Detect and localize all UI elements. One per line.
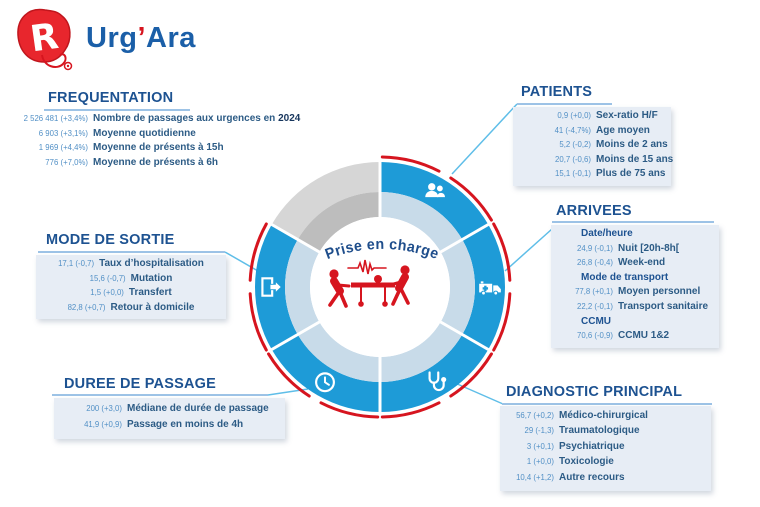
stat-row — [40, 302, 222, 317]
title-underline — [52, 394, 268, 396]
brand-title — [86, 22, 196, 55]
brand-apostrophe: ’ — [137, 22, 147, 54]
prise-en-charge-wheel — [245, 147, 515, 428]
stat-label: Moins de 15 ans — [596, 153, 674, 165]
stat-label: Sex-ratio H/F — [596, 110, 658, 121]
logo-letter-r: R — [27, 15, 61, 61]
stat-subheader: Date/heure — [581, 228, 633, 239]
stat-label: Psychiatrique — [559, 440, 625, 452]
logo-stethoscope-dot — [67, 65, 69, 67]
stat-label: Transfert — [128, 287, 172, 299]
stat-label: Médico-chirurgical — [559, 410, 648, 421]
stat-value: 0,9 (+0,0) — [557, 111, 591, 120]
stat-label: Autre recours — [559, 471, 625, 483]
stat-value: 10,4 (+1,2) — [516, 472, 554, 482]
stat-subheader: CCMU — [581, 315, 611, 327]
stat-value: 2 526 481 (+3,4%) — [23, 114, 88, 123]
stat-label: Taux d’hospitalisation — [99, 258, 204, 269]
stat-label: Moyenne de présents à 6h — [93, 156, 219, 168]
patients-stats — [513, 107, 674, 186]
title-underline — [44, 109, 190, 111]
stat-label: Moyen personnel — [618, 286, 701, 298]
stat-label: Médiane de durée de passage — [127, 403, 269, 414]
stat-value: 1 969 (+4,4%) — [38, 143, 88, 153]
stat-label: Toxicologie — [559, 456, 614, 468]
stat-row — [517, 125, 667, 140]
stat-label: Moyenne quotidienne — [93, 127, 196, 139]
stat-value: 776 (+7,0%) — [45, 157, 88, 167]
brand-suffix: Ara — [146, 22, 196, 54]
stat-row — [10, 128, 300, 143]
stat-row — [517, 153, 674, 169]
stat-label: Age moyen — [596, 124, 650, 136]
stat-row — [517, 168, 667, 183]
wheel-title: Prise en charge — [322, 235, 442, 264]
stat-row — [40, 258, 222, 273]
urgara-logo-mark — [12, 5, 80, 77]
stat-row — [504, 472, 707, 487]
stat-row — [555, 243, 715, 258]
stat-value: 26,8 (-0,4) — [577, 258, 613, 268]
stat-label: Week-end — [618, 257, 666, 269]
section-title-mode-de-sortie: MODE DE SORTIE — [46, 232, 175, 248]
stat-value: 41 (-4,7%) — [554, 125, 591, 135]
section-title-duree-de-passage: DUREE DE PASSAGE — [64, 376, 216, 392]
stat-label: Retour à domicile — [110, 301, 195, 313]
stat-value: 77,8 (+0,1) — [575, 287, 613, 297]
stat-value: 3 (+0,1) — [526, 441, 554, 451]
stat-value: 15,6 (-0,7) — [89, 273, 126, 283]
stat-row — [504, 410, 707, 425]
stat-value: 200 (+3,0) — [86, 404, 122, 413]
stat-row — [517, 139, 667, 154]
title-underline — [502, 403, 712, 405]
title-underline — [517, 103, 612, 105]
stat-label: Plus de 75 ans — [596, 168, 666, 180]
stat-value: 17,1 (-0,7) — [58, 259, 95, 268]
diagnostic-principal-stats — [500, 406, 711, 491]
stat-row — [555, 330, 715, 345]
stat-label-suffix: 2024 — [275, 113, 301, 124]
stat-row — [504, 425, 707, 440]
stat-value: 70,6 (-0,9) — [577, 331, 613, 341]
stat-value: 5,2 (-0,2) — [559, 140, 591, 150]
stat-value: 41,9 (+0,9) — [84, 419, 122, 429]
arrivees-stats — [551, 225, 719, 348]
section-title-patients: PATIENTS — [521, 84, 593, 100]
title-underline — [552, 221, 714, 223]
brand-prefix: Urg — [86, 22, 138, 54]
stat-row — [555, 257, 715, 272]
stat-value: 20,7 (-0,6) — [555, 154, 591, 164]
title-underline — [38, 251, 225, 253]
section-title-arrivees: ARRIVEES — [556, 203, 632, 219]
stat-row — [504, 441, 707, 456]
stat-value: 1 (+0,0) — [526, 457, 554, 467]
stat-value: 29 (-1,3) — [524, 426, 554, 436]
stat-label: Transport sanitaire — [618, 300, 709, 312]
stat-value: 22,2 (-0,1) — [577, 301, 613, 311]
stat-label: CCMU 1&2 — [618, 330, 670, 342]
stat-value: 56,7 (+0,2) — [516, 411, 554, 420]
section-title-frequentation: FREQUENTATION — [48, 90, 174, 106]
stat-row — [504, 456, 707, 471]
stat-row — [40, 287, 222, 302]
stat-value: 15,1 (-0,1) — [555, 169, 591, 179]
stat-row — [10, 113, 300, 128]
stat-value: 24,9 (-0,1) — [577, 243, 613, 253]
stat-label: Mutation — [130, 272, 173, 284]
stat-value: 1,5 (+0,0) — [90, 288, 124, 298]
stat-label: Traumatologique — [559, 425, 640, 437]
stat-label: Nuit [20h-8h[ — [618, 242, 680, 254]
mode-de-sortie-stats — [36, 255, 226, 319]
stat-label: Passage en moins de 4h — [127, 418, 244, 430]
stat-row — [555, 286, 715, 301]
stat-label: Nombre de passages aux urgences en 2024 — [93, 113, 301, 124]
stat-value: 6 903 (+3,1%) — [38, 128, 88, 138]
stat-label: Moyenne de présents à 15h — [93, 142, 224, 154]
stat-label: Moins de 2 ans — [596, 139, 668, 151]
stat-row — [555, 301, 715, 316]
stat-row — [40, 273, 222, 288]
stat-value: 82,8 (+0,7) — [67, 302, 106, 312]
stat-subheader: Mode de transport — [581, 271, 669, 283]
stat-row — [517, 110, 667, 125]
section-title-diagnostic-principal: DIAGNOSTIC PRINCIPAL — [506, 384, 683, 400]
